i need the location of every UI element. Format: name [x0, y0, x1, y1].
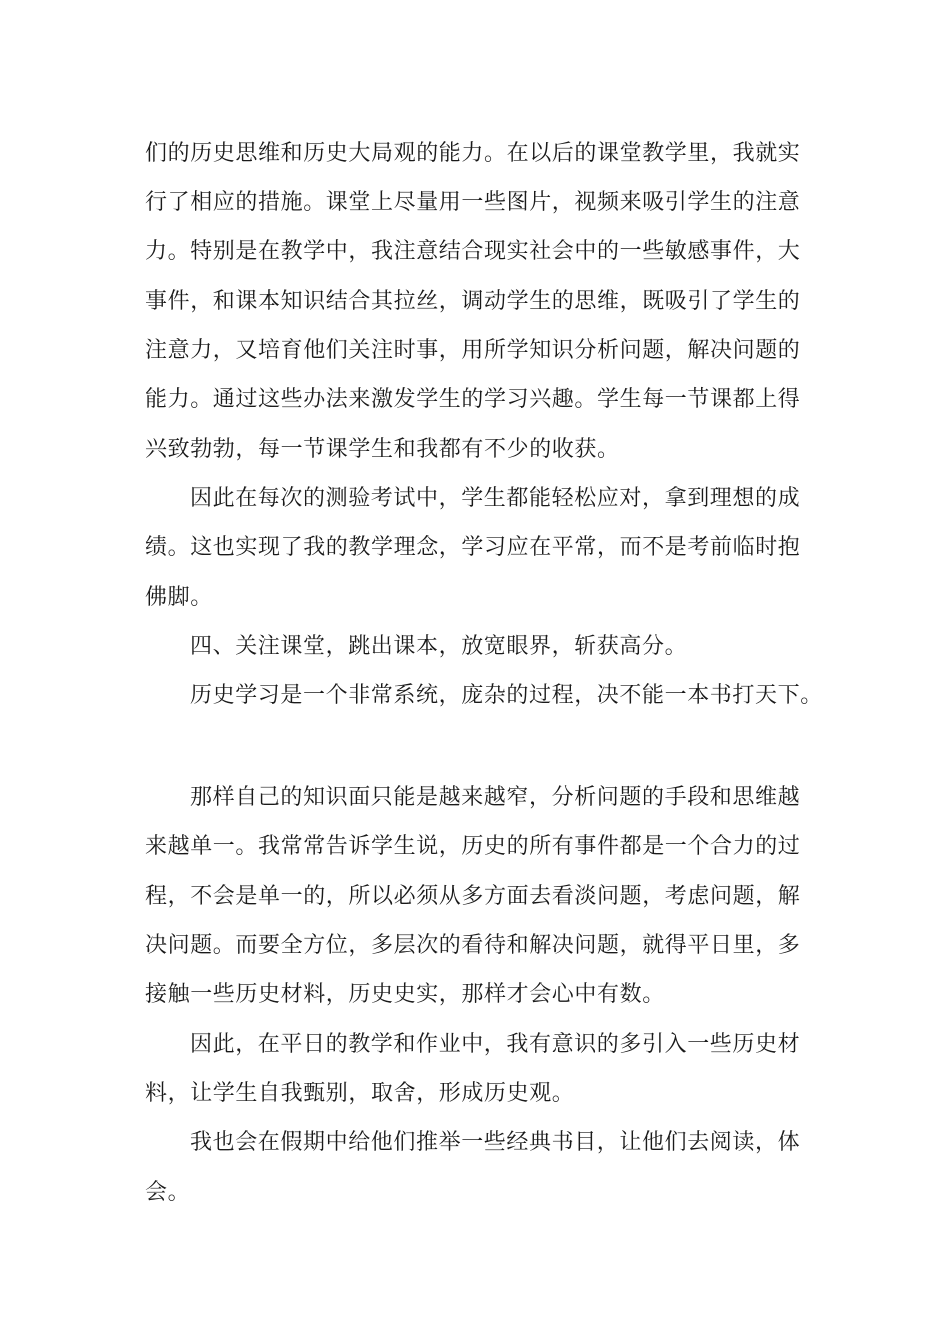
text-line-15: 程，不会是单一的，所以必须从多方面去看淡问题，考虑问题，解: [145, 884, 801, 909]
text-line-20: 我也会在假期中给他们推举一些经典书目，让他们去阅读，体: [190, 1130, 801, 1155]
text-line-8: 因此在每次的测验考试中，学生都能轻松应对，拿到理想的成: [190, 486, 801, 511]
text-line-1: 们的历史思维和历史大局观的能力。在以后的课堂教学里，我就实: [145, 141, 801, 166]
text-line-16: 决问题。而要全方位，多层次的看待和解决问题，就得平日里，多: [145, 933, 801, 958]
text-line-17: 接触一些历史材料，历史史实，那样才会心中有数。: [145, 982, 665, 1007]
text-line-7: 兴致勃勃，每一节课学生和我都有不少的收获。: [145, 437, 620, 462]
text-line-5: 注意力，又培育他们关注时事，用所学知识分析问题，解决问题的: [145, 338, 801, 363]
text-line-13: 那样自己的知识面只能是越来越窄，分析问题的手段和思维越: [190, 785, 801, 810]
text-line-3: 力。特别是在教学中，我注意结合现实社会中的一些敏感事件，大: [145, 239, 801, 264]
text-line-2: 行了相应的措施。课堂上尽量用一些图片，视频来吸引学生的注意: [145, 190, 801, 215]
text-line-4: 事件，和课本知识结合其拉丝，调动学生的思维，既吸引了学生的: [145, 289, 801, 314]
text-line-12: 历史学习是一个非常系统，庞杂的过程，决不能一本书打天下。: [190, 683, 823, 708]
text-line-21: 会。: [145, 1180, 191, 1205]
text-line-18: 因此，在平日的教学和作业中，我有意识的多引入一些历史材: [190, 1032, 801, 1057]
text-line-14: 来越单一。我常常告诉学生说，历史的所有事件都是一个合力的过: [145, 834, 801, 859]
text-line-10: 佛脚。: [145, 585, 213, 610]
section-heading: 四、关注课堂，跳出课本，放宽眼界，斩获高分。: [190, 634, 688, 659]
text-line-6: 能力。通过这些办法来激发学生的学习兴趣。学生每一节课都上得: [145, 387, 801, 412]
text-line-19: 料，让学生自我甄别，取舍，形成历史观。: [145, 1081, 575, 1106]
text-line-9: 绩。这也实现了我的教学理念，学习应在平常，而不是考前临时抱: [145, 535, 801, 560]
